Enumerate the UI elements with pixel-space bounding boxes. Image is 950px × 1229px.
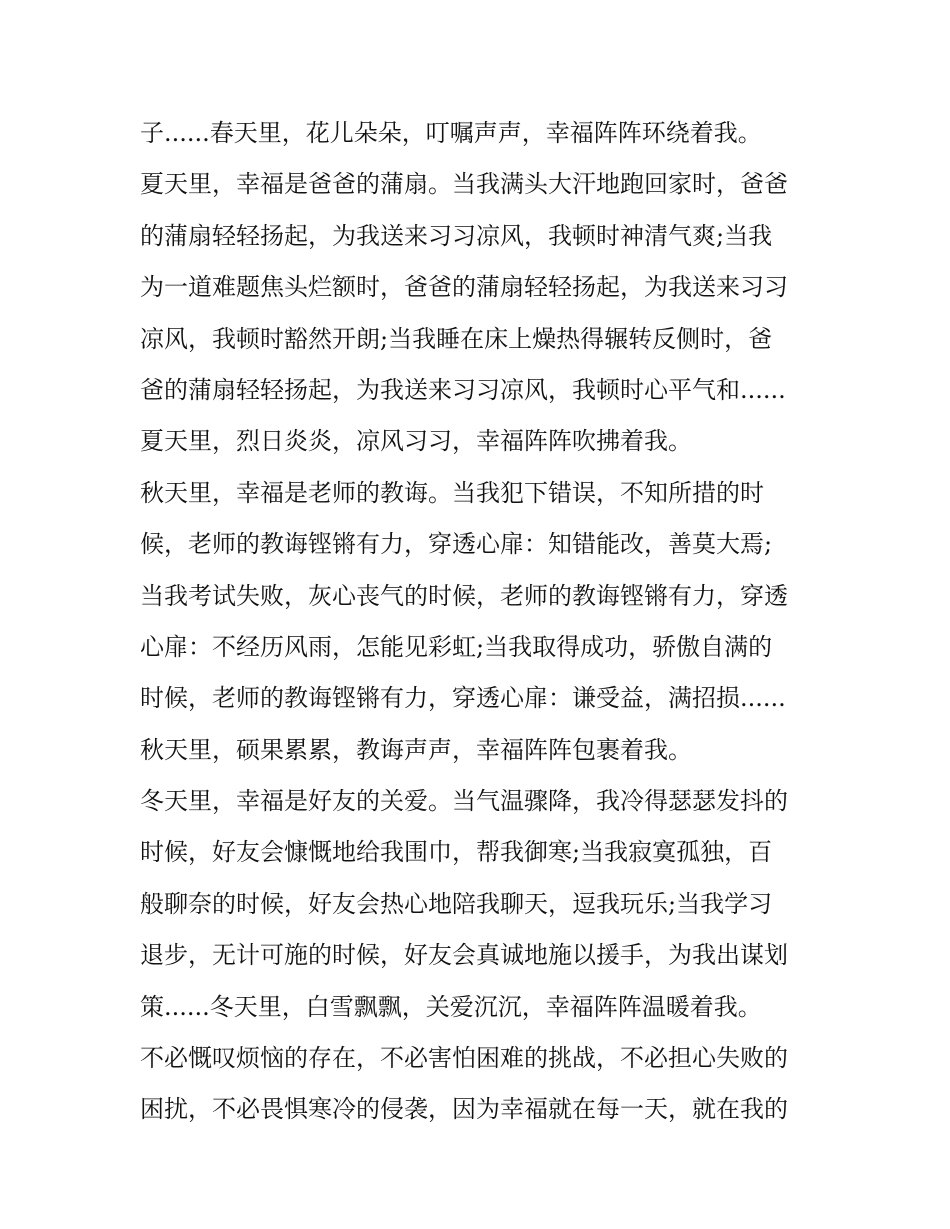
text-line: 困扰，不必畏惧寒冷的侵袭，因为幸福就在每一天，就在我的 (140, 1095, 788, 1124)
text-line: 心扉：不经历风雨，怎能见彩虹;当我取得成功，骄傲自满的 (140, 632, 773, 661)
text-line: 般聊奈的时候，好友会热心地陪我聊天，逗我玩乐;当我学习 (140, 889, 773, 918)
text-line: 时候，好友会慷慨地给我围巾，帮我御寒;当我寂寞孤独，百 (140, 838, 773, 867)
text-line: 凉风，我顿时豁然开朗;当我睡在床上燥热得辗转反侧时，爸 (140, 324, 773, 353)
text-line: 时候，老师的教诲铿锵有力，穿透心扉：谦受益，满招损...... (140, 684, 786, 713)
text-line: 当我考试失败，灰心丧气的时候，老师的教诲铿锵有力，穿透 (140, 581, 788, 610)
text-line: 夏天里，烈日炎炎，凉风习习，幸福阵阵吹拂着我。 (140, 427, 692, 456)
text-line: 秋天里，硕果累累，教诲声声，幸福阵阵包裹着我。 (140, 735, 692, 764)
text-line: 夏天里，幸福是爸爸的蒲扇。当我满头大汗地跑回家时，爸爸 (140, 170, 788, 199)
text-line: 爸的蒲扇轻轻扬起，为我送来习习凉风，我顿时心平气和...... (140, 375, 786, 404)
text-line: 冬天里，幸福是好友的关爱。当气温骤降，我冷得瑟瑟发抖的 (140, 787, 788, 816)
essay-text (140, 108, 820, 1136)
text-line: 策......冬天里，白雪飘飘，关爱沉沉，幸福阵阵温暖着我。 (140, 992, 762, 1021)
text-line: 候，老师的教诲铿锵有力，穿透心扉：知错能改，善莫大焉; (140, 530, 773, 559)
text-line: 为一道难题焦头烂额时，爸爸的蒲扇轻轻扬起，为我送来习习 (140, 273, 788, 302)
text-line: 子......春天里，花儿朵朵，叮嘱声声，幸福阵阵环绕着我。 (140, 119, 762, 147)
text-line: 退步，无计可施的时候，好友会真诚地施以援手，为我出谋划 (140, 941, 788, 970)
text-line: 不必慨叹烦恼的存在，不必害怕困难的挑战，不必担心失败的 (140, 1044, 788, 1073)
text-line: 的蒲扇轻轻扬起，为我送来习习凉风，我顿时神清气爽;当我 (140, 221, 773, 250)
text-line: 秋天里，幸福是老师的教诲。当我犯下错误，不知所措的时 (140, 478, 764, 507)
